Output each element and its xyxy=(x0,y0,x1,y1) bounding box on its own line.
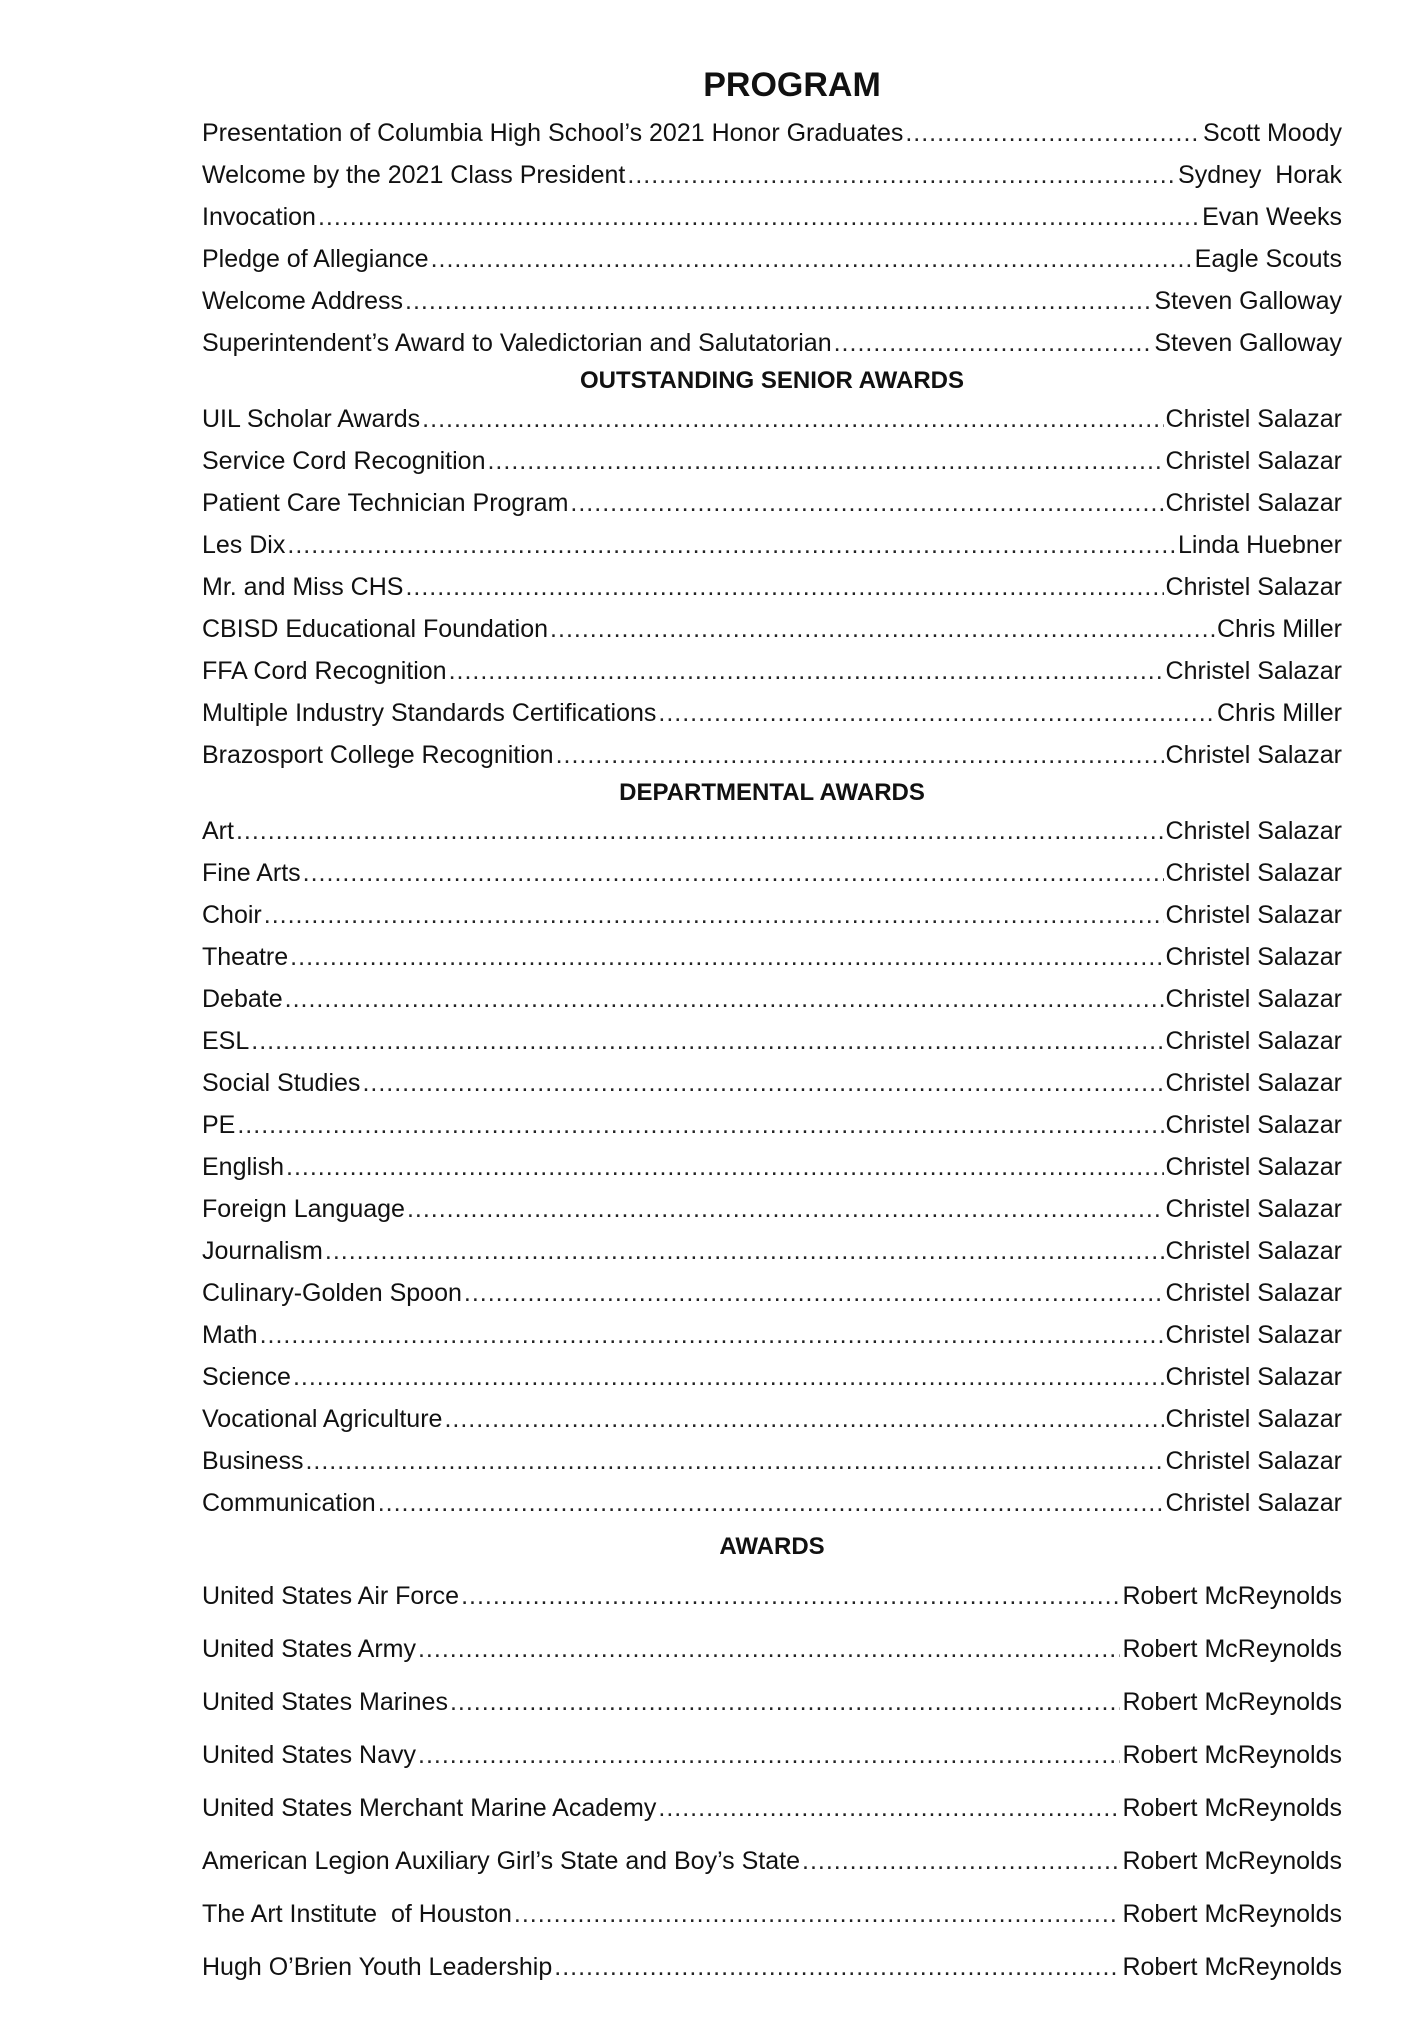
dot-leader xyxy=(487,440,1163,482)
dot-leader xyxy=(554,1941,1120,1994)
program-page xyxy=(202,58,1342,1994)
item-presenter: Christel Salazar xyxy=(1165,1489,1342,1517)
item-label: Pledge of Allegiance xyxy=(202,245,429,273)
dot-leader xyxy=(627,154,1176,196)
item-label: United States Army xyxy=(202,1635,416,1663)
list-item xyxy=(202,650,1342,692)
list-item xyxy=(202,1020,1342,1062)
list-item xyxy=(202,1398,1342,1440)
item-label: The Art Institute of Houston xyxy=(202,1900,512,1928)
item-presenter: Christel Salazar xyxy=(1165,1153,1342,1181)
list-item xyxy=(202,440,1342,482)
item-presenter: Robert McReynolds xyxy=(1122,1953,1342,1981)
item-label: Science xyxy=(202,1363,291,1391)
dot-leader xyxy=(405,280,1152,322)
dot-leader xyxy=(303,852,1164,894)
section-outstanding-senior-awards xyxy=(202,364,1342,776)
list-item xyxy=(202,524,1342,566)
dot-leader xyxy=(514,1888,1121,1941)
item-presenter: Robert McReynolds xyxy=(1122,1688,1342,1716)
item-label: Fine Arts xyxy=(202,859,301,887)
item-label: English xyxy=(202,1153,284,1181)
dot-leader xyxy=(285,978,1164,1020)
item-label: Brazosport College Recognition xyxy=(202,741,554,769)
item-label: Vocational Agriculture xyxy=(202,1405,443,1433)
dot-leader xyxy=(431,238,1193,280)
item-presenter: Christel Salazar xyxy=(1165,657,1342,685)
dot-leader xyxy=(405,566,1163,608)
item-presenter: Robert McReynolds xyxy=(1122,1741,1342,1769)
dot-leader xyxy=(260,1314,1164,1356)
list-item xyxy=(202,566,1342,608)
program-item xyxy=(202,196,1342,238)
item-label: Journalism xyxy=(202,1237,323,1265)
item-label: Welcome by the 2021 Class President xyxy=(202,161,626,189)
list-item xyxy=(202,1570,1342,1623)
list-item xyxy=(202,1146,1342,1188)
item-label: UIL Scholar Awards xyxy=(202,405,421,433)
item-presenter: Christel Salazar xyxy=(1165,817,1342,845)
item-presenter: Robert McReynolds xyxy=(1122,1794,1342,1822)
item-presenter: Christel Salazar xyxy=(1165,1195,1342,1223)
dot-leader xyxy=(418,1729,1120,1782)
item-presenter: Scott Moody xyxy=(1203,119,1342,147)
item-presenter: Christel Salazar xyxy=(1165,741,1342,769)
item-label: PE xyxy=(202,1111,236,1139)
list-item xyxy=(202,1782,1342,1835)
program-list xyxy=(202,112,1342,364)
list-item xyxy=(202,852,1342,894)
item-presenter: Christel Salazar xyxy=(1165,859,1342,887)
item-label: Multiple Industry Standards Certifications xyxy=(202,699,657,727)
item-presenter: Christel Salazar xyxy=(1165,901,1342,929)
item-label: FFA Cord Recognition xyxy=(202,657,447,685)
item-presenter: Robert McReynolds xyxy=(1122,1582,1342,1610)
item-label: Superintendent’s Award to Valedictorian and Salutatorian xyxy=(202,329,832,357)
item-label: Theatre xyxy=(202,943,289,971)
dot-leader xyxy=(658,692,1215,734)
section-awards xyxy=(202,1524,1342,1994)
list-item xyxy=(202,692,1342,734)
list-item xyxy=(202,1835,1342,1888)
item-presenter: Linda Huebner xyxy=(1177,531,1342,559)
item-presenter: Christel Salazar xyxy=(1165,1027,1342,1055)
dot-leader xyxy=(834,322,1153,364)
program-item xyxy=(202,280,1342,322)
item-presenter: Christel Salazar xyxy=(1165,943,1342,971)
dot-leader xyxy=(449,650,1164,692)
item-presenter: Christel Salazar xyxy=(1165,1279,1342,1307)
list-item xyxy=(202,1482,1342,1524)
list-item xyxy=(202,1188,1342,1230)
list-item xyxy=(202,1356,1342,1398)
program-item xyxy=(202,322,1342,364)
dot-leader xyxy=(802,1835,1120,1888)
item-label: Social Studies xyxy=(202,1069,361,1097)
list-item xyxy=(202,608,1342,650)
dot-leader xyxy=(286,1146,1164,1188)
item-presenter: Steven Galloway xyxy=(1154,287,1342,315)
item-presenter: Christel Salazar xyxy=(1165,573,1342,601)
item-presenter: Christel Salazar xyxy=(1165,1447,1342,1475)
dot-leader xyxy=(318,196,1200,238)
dot-leader xyxy=(464,1272,1164,1314)
item-presenter: Christel Salazar xyxy=(1165,1111,1342,1139)
item-presenter: Christel Salazar xyxy=(1165,1237,1342,1265)
item-label: Choir xyxy=(202,901,262,929)
item-label: Welcome Address xyxy=(202,287,404,315)
item-presenter: Christel Salazar xyxy=(1165,447,1342,475)
list-item xyxy=(202,936,1342,978)
dot-leader xyxy=(658,1782,1120,1835)
list-item xyxy=(202,1888,1342,1941)
item-presenter: Christel Salazar xyxy=(1165,405,1342,433)
list-item xyxy=(202,810,1342,852)
item-label: United States Marines xyxy=(202,1688,448,1716)
dot-leader xyxy=(287,524,1176,566)
list-item xyxy=(202,1062,1342,1104)
item-presenter: Chris Miller xyxy=(1217,699,1342,727)
dot-leader xyxy=(251,1020,1163,1062)
item-label: United States Air Force xyxy=(202,1582,460,1610)
item-presenter: Christel Salazar xyxy=(1165,1363,1342,1391)
dot-leader xyxy=(550,608,1215,650)
page-title: PROGRAM xyxy=(703,66,881,104)
item-presenter: Steven Galloway xyxy=(1154,329,1342,357)
item-presenter: Christel Salazar xyxy=(1165,1405,1342,1433)
item-label: Culinary-Golden Spoon xyxy=(202,1279,462,1307)
item-presenter: Robert McReynolds xyxy=(1122,1900,1342,1928)
item-label: Presentation of Columbia High School’s 2021 Honor Graduates xyxy=(202,119,904,147)
dot-leader xyxy=(378,1482,1164,1524)
item-presenter: Christel Salazar xyxy=(1165,1321,1342,1349)
item-label: United States Navy xyxy=(202,1741,416,1769)
list-item xyxy=(202,1941,1342,1994)
dot-leader xyxy=(407,1188,1164,1230)
dot-leader xyxy=(450,1676,1121,1729)
item-label: Service Cord Recognition xyxy=(202,447,486,475)
dot-leader xyxy=(461,1570,1120,1623)
item-presenter: Sydney Horak xyxy=(1178,161,1342,189)
dot-leader xyxy=(264,894,1164,936)
section-heading: AWARDS xyxy=(719,1533,825,1560)
item-label: Communication xyxy=(202,1489,376,1517)
item-presenter: Robert McReynolds xyxy=(1122,1635,1342,1663)
item-label: Patient Care Technician Program xyxy=(202,489,569,517)
dot-leader xyxy=(570,482,1163,524)
list-item xyxy=(202,734,1342,776)
list-item xyxy=(202,1230,1342,1272)
item-label: Business xyxy=(202,1447,304,1475)
dot-leader xyxy=(237,1104,1163,1146)
list-item xyxy=(202,1623,1342,1676)
dot-leader xyxy=(362,1062,1163,1104)
item-label: American Legion Auxiliary Girl’s State and Boy’s State xyxy=(202,1847,800,1875)
list-item xyxy=(202,1729,1342,1782)
dot-leader xyxy=(905,112,1201,154)
list-item xyxy=(202,978,1342,1020)
item-presenter: Chris Miller xyxy=(1217,615,1342,643)
dot-leader xyxy=(422,398,1163,440)
item-presenter: Christel Salazar xyxy=(1165,985,1342,1013)
item-label: CBISD Educational Foundation xyxy=(202,615,549,643)
list-item xyxy=(202,1314,1342,1356)
list-item xyxy=(202,894,1342,936)
item-label: Debate xyxy=(202,985,283,1013)
dot-leader xyxy=(418,1623,1120,1676)
item-label: Art xyxy=(202,817,234,845)
dot-leader xyxy=(556,734,1164,776)
program-item xyxy=(202,154,1342,196)
section-heading: OUTSTANDING SENIOR AWARDS xyxy=(579,367,964,394)
list-item xyxy=(202,1676,1342,1729)
item-label: Foreign Language xyxy=(202,1195,405,1223)
dot-leader xyxy=(444,1398,1163,1440)
item-presenter: Evan Weeks xyxy=(1202,203,1342,231)
list-item xyxy=(202,1440,1342,1482)
dot-leader xyxy=(305,1440,1163,1482)
item-label: Hugh O’Brien Youth Leadership xyxy=(202,1953,553,1981)
section-heading: DEPARTMENTAL AWARDS xyxy=(619,779,925,806)
program-item xyxy=(202,112,1342,154)
dot-leader xyxy=(290,936,1163,978)
item-presenter: Christel Salazar xyxy=(1165,489,1342,517)
item-label: Les Dix xyxy=(202,531,286,559)
item-label: Mr. and Miss CHS xyxy=(202,573,404,601)
list-item xyxy=(202,1104,1342,1146)
item-presenter: Christel Salazar xyxy=(1165,1069,1342,1097)
dot-leader xyxy=(325,1230,1164,1272)
list-item xyxy=(202,482,1342,524)
section-departmental-awards xyxy=(202,776,1342,1524)
item-label: ESL xyxy=(202,1027,250,1055)
item-label: Invocation xyxy=(202,203,316,231)
item-presenter: Eagle Scouts xyxy=(1194,245,1342,273)
dot-leader xyxy=(293,1356,1164,1398)
list-item xyxy=(202,1272,1342,1314)
program-item xyxy=(202,238,1342,280)
dot-leader xyxy=(236,810,1164,852)
item-label: United States Merchant Marine Academy xyxy=(202,1794,657,1822)
list-item xyxy=(202,398,1342,440)
item-label: Math xyxy=(202,1321,258,1349)
item-presenter: Robert McReynolds xyxy=(1122,1847,1342,1875)
